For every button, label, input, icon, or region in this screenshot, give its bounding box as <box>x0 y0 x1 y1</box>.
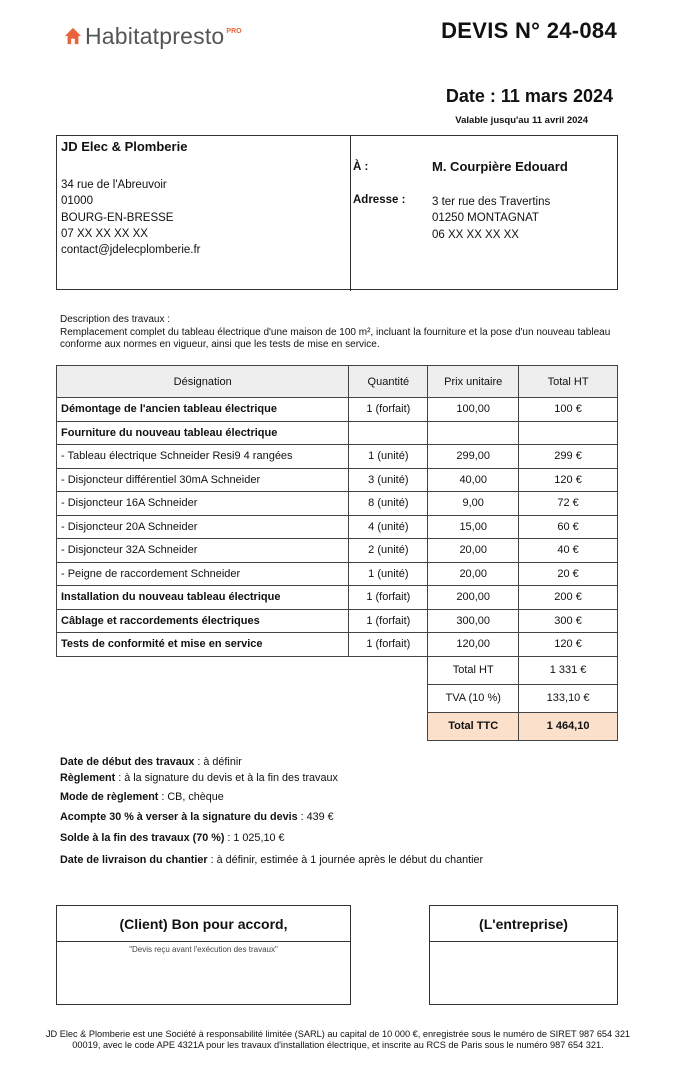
table-row <box>57 562 618 586</box>
logo <box>64 22 242 48</box>
payment-mode-line: Mode de règlement : CB, chèque <box>60 791 224 803</box>
row-total: 120 € <box>519 633 618 657</box>
description-title: Description des travaux : <box>60 314 171 325</box>
row-quantity: 1 (forfait) <box>349 398 428 422</box>
client-signature-title: (Client) Bon pour accord, <box>57 906 350 942</box>
parties-box <box>56 135 618 290</box>
client-address-label: Adresse : <box>353 194 406 206</box>
row-total: 120 € <box>519 468 618 492</box>
company-name: JD Elec & Plomberie <box>61 139 188 154</box>
description-text: Remplacement complet du tableau électrique d'une maison de 100 m², incluant la fourniture et la pose d'un nouveau tableau conforme aux normes en vigueur, ainsi que les tests de mise en service. <box>60 326 611 350</box>
row-designation: Tests de conformité et mise en service <box>57 633 349 657</box>
table-row <box>57 609 618 633</box>
payment-line: Règlement : à la signature du devis et à la fin des travaux <box>60 772 338 784</box>
table-row <box>57 539 618 563</box>
row-designation: Fourniture du nouveau tableau électrique <box>57 421 349 445</box>
row-designation: - Disjoncteur 16A Schneider <box>57 492 349 516</box>
client-signature-note: "Devis reçu avant l'exécution des travaux" <box>129 945 278 954</box>
client-signature-box[interactable] <box>56 905 351 1005</box>
row-designation: - Peigne de raccordement Schneider <box>57 562 349 586</box>
table-header-row <box>57 366 618 398</box>
client-name: M. Courpière Edouard <box>432 159 568 174</box>
header-quantity: Quantité <box>349 366 428 398</box>
table-row <box>57 492 618 516</box>
table-row <box>57 421 618 445</box>
row-quantity: 8 (unité) <box>349 492 428 516</box>
company-postcode: 01000 <box>61 195 93 208</box>
delivery-date-line: Date de livraison du chantier : à définir, estimée à 1 journée après le début du chantier <box>60 854 484 866</box>
row-total: 60 € <box>519 515 618 539</box>
row-quantity: 4 (unité) <box>349 515 428 539</box>
table-row <box>57 633 618 657</box>
legal-footer: JD Elec & Plomberie est une Société à responsabilité limitée (SARL) au capital de 10 000 €, enregistrée sous le numéro de SIRET 987 654 321 00019, avec le code APE 4321A pour les travaux d'installation électrique, et inscrite au RCS de Paris sous le numéro 987 654 321. <box>45 1029 631 1050</box>
house-icon <box>64 27 82 45</box>
tva-row <box>57 684 618 712</box>
validity-date: Valable jusqu'au 11 avril 2024 <box>455 115 588 126</box>
row-total: 300 € <box>519 609 618 633</box>
row-unit-price: 300,00 <box>428 609 519 633</box>
header-designation: Désignation <box>57 366 349 398</box>
items-table <box>56 365 618 741</box>
row-unit-price: 100,00 <box>428 398 519 422</box>
row-designation: - Disjoncteur 20A Schneider <box>57 515 349 539</box>
company-address <box>61 177 201 258</box>
start-date-line: Date de début des travaux : à définir <box>60 756 242 768</box>
tva-label: TVA (10 %) <box>428 684 519 712</box>
row-unit-price: 20,00 <box>428 539 519 563</box>
row-designation: Installation du nouveau tableau électrique <box>57 586 349 610</box>
row-total: 20 € <box>519 562 618 586</box>
company-phone: 07 XX XX XX XX <box>61 227 148 240</box>
table-row <box>57 468 618 492</box>
total-ht-label: Total HT <box>428 656 519 684</box>
client-address <box>432 194 550 243</box>
logo-text: Habitatpresto <box>85 23 225 49</box>
table-row <box>57 445 618 469</box>
tva-value: 133,10 € <box>519 684 618 712</box>
header-unit-price: Prix unitaire <box>428 366 519 398</box>
row-quantity: 1 (forfait) <box>349 633 428 657</box>
work-description <box>60 314 620 352</box>
company-signature-title: (L'entreprise) <box>430 906 617 942</box>
row-designation: - Disjoncteur 32A Schneider <box>57 539 349 563</box>
row-designation: - Disjoncteur différentiel 30mA Schneider <box>57 468 349 492</box>
balance-line: Solde à la fin des travaux (70 %) : 1 025,10 € <box>60 832 285 844</box>
row-unit-price: 15,00 <box>428 515 519 539</box>
row-unit-price: 40,00 <box>428 468 519 492</box>
table-row <box>57 398 618 422</box>
total-ttc-label: Total TTC <box>428 712 519 740</box>
deposit-line: Acompte 30 % à verser à la signature du devis : 439 € <box>60 811 334 823</box>
client-street: 3 ter rue des Travertins <box>432 196 551 208</box>
row-quantity: 2 (unité) <box>349 539 428 563</box>
row-designation: Démontage de l'ancien tableau électrique <box>57 398 349 422</box>
header-total-ht: Total HT <box>519 366 618 398</box>
quote-number: DEVIS N° 24-084 <box>441 18 617 43</box>
total-ttc-row <box>57 712 618 740</box>
row-designation: - Tableau électrique Schneider Resi9 4 rangées <box>57 445 349 469</box>
row-total: 100 € <box>519 398 618 422</box>
company-email[interactable]: contact@jdelecplomberie.fr <box>61 244 201 257</box>
row-quantity: 1 (forfait) <box>349 609 428 633</box>
row-unit-price: 120,00 <box>428 633 519 657</box>
total-ht-row <box>57 656 618 684</box>
row-total: 40 € <box>519 539 618 563</box>
table-row <box>57 515 618 539</box>
row-total <box>519 421 618 445</box>
row-quantity: 1 (forfait) <box>349 586 428 610</box>
row-unit-price <box>428 421 519 445</box>
row-quantity: 1 (unité) <box>349 445 428 469</box>
row-total: 299 € <box>519 445 618 469</box>
client-to-label: À : <box>353 161 369 173</box>
client-city: 01250 MONTAGNAT <box>432 212 539 225</box>
logo-pro-badge: PRO <box>226 28 242 35</box>
table-row <box>57 586 618 610</box>
parties-divider <box>350 136 351 291</box>
row-unit-price: 20,00 <box>428 562 519 586</box>
quote-date: Date : 11 mars 2024 <box>445 86 613 106</box>
row-unit-price: 200,00 <box>428 586 519 610</box>
total-ht-value: 1 331 € <box>519 656 618 684</box>
row-quantity <box>349 421 428 445</box>
row-total: 72 € <box>519 492 618 516</box>
row-designation: Câblage et raccordements électriques <box>57 609 349 633</box>
row-unit-price: 9,00 <box>428 492 519 516</box>
company-street: 34 rue de l'Abreuvoir <box>61 179 167 191</box>
client-phone: 06 XX XX XX XX <box>432 228 519 241</box>
total-ttc-value: 1 464,10 <box>519 712 618 740</box>
row-unit-price: 299,00 <box>428 445 519 469</box>
row-quantity: 3 (unité) <box>349 468 428 492</box>
row-quantity: 1 (unité) <box>349 562 428 586</box>
row-total: 200 € <box>519 586 618 610</box>
company-city: BOURG-EN-BRESSE <box>61 211 174 224</box>
company-signature-box[interactable] <box>429 905 618 1005</box>
